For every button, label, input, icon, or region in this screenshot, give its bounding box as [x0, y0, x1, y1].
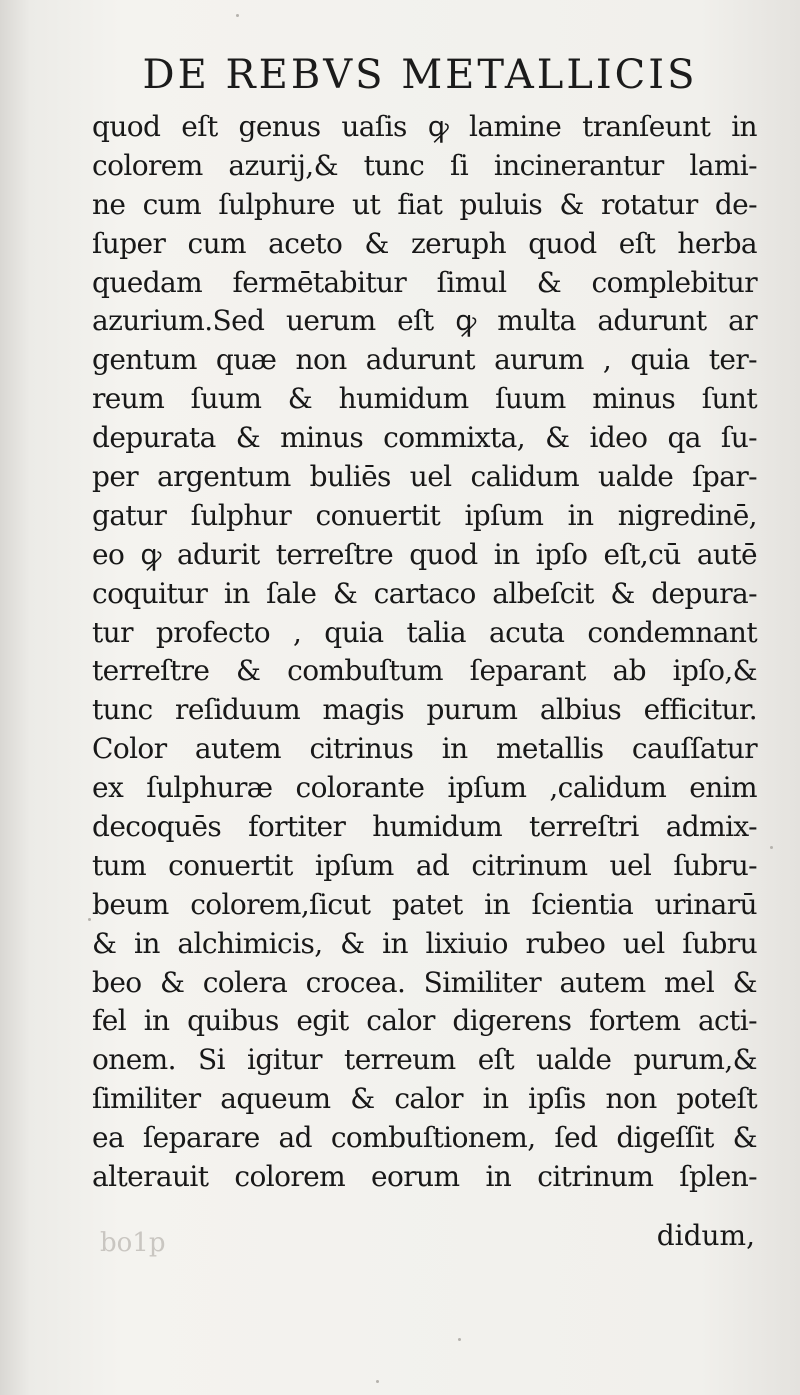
text-line: terreſtre & combuſtum ſeparant ab ipſo,&: [92, 654, 757, 688]
text-line: beo & colera crocea. Similiter autem mel &: [92, 965, 757, 999]
text-line: alterauit colorem eorum in citrinum ſplen-: [92, 1160, 757, 1194]
paper-speck: [458, 1338, 461, 1341]
text-line: per argentum buliēs uel calidum ualde ſpar-: [92, 460, 757, 494]
text-block: [92, 108, 757, 1197]
text-line: onem. Si igitur terreum eſt ualde purum,&: [92, 1043, 757, 1077]
text-line: tum conuertit ipſum ad citrinum uel ſubru-: [92, 848, 757, 882]
catchword: didum,: [656, 1219, 755, 1252]
text-line: Color autem citrinus in metallis cauſſatur: [92, 732, 757, 766]
text-line: quedam fermētabitur ſimul & complebitur: [92, 265, 757, 299]
text-line: decoquēs fortiter humidum terreſtri admix-: [92, 810, 757, 844]
text-line: ne cum ſulphure ut fiat puluis & rotatur de-: [92, 187, 757, 221]
text-line: & in alchimicis, & in lixiuio rubeo uel ſubru: [92, 926, 757, 960]
text-line: ſimiliter aqueum & calor in ipſis non poteſt: [92, 1082, 757, 1116]
text-line: tunc reſiduum magis purum albius efficitur.: [92, 693, 757, 727]
text-line: coquitur in ſale & cartaco albeſcit & depura-: [92, 576, 757, 610]
text-line: tur profecto , quia talia acuta condemnant: [92, 615, 757, 649]
paper-speck: [88, 918, 91, 921]
paper-speck: [376, 1380, 379, 1383]
text-line: ex ſulphuræ colorante ipſum ,calidum enim: [92, 771, 757, 805]
text-line: depurata & minus commixta, & ideo qa ſu-: [92, 421, 757, 455]
text-line: azurium.Sed uerum eſt ꝙ multa adurunt ar: [92, 304, 757, 338]
text-line: quod eſt genus uaſis ꝙ lamine tranſeunt in: [92, 110, 757, 143]
text-line: fel in quibus egit calor digerens fortem acti-: [92, 1004, 757, 1038]
text-line: reum ſuum & humidum ſuum minus ſunt: [92, 382, 757, 416]
text-line: colorem azurij,& tunc ſi incinerantur lami-: [92, 148, 757, 182]
text-line: ſuper cum aceto & zeruph quod eſt herba: [92, 226, 757, 260]
text-line: eo ꝙ adurit terreſtre quod in ipſo eſt,cū autē: [92, 537, 757, 571]
text-line: gatur ſulphur conuertit ipſum in nigredinē,: [92, 498, 757, 532]
text-line: gentum quæ non adurunt aurum , quia ter-: [92, 343, 757, 377]
text-line: ea ſeparare ad combuſtionem, ſed digeſſit &: [92, 1121, 757, 1155]
running-title: DE REBVS METALLICIS: [142, 52, 698, 98]
paper-speck: [236, 14, 239, 17]
show-through-text: bo1p: [100, 1228, 166, 1258]
paper-speck: [770, 846, 773, 849]
text-line: beum colorem,ſicut patet in ſcientia urinarū: [92, 887, 757, 921]
